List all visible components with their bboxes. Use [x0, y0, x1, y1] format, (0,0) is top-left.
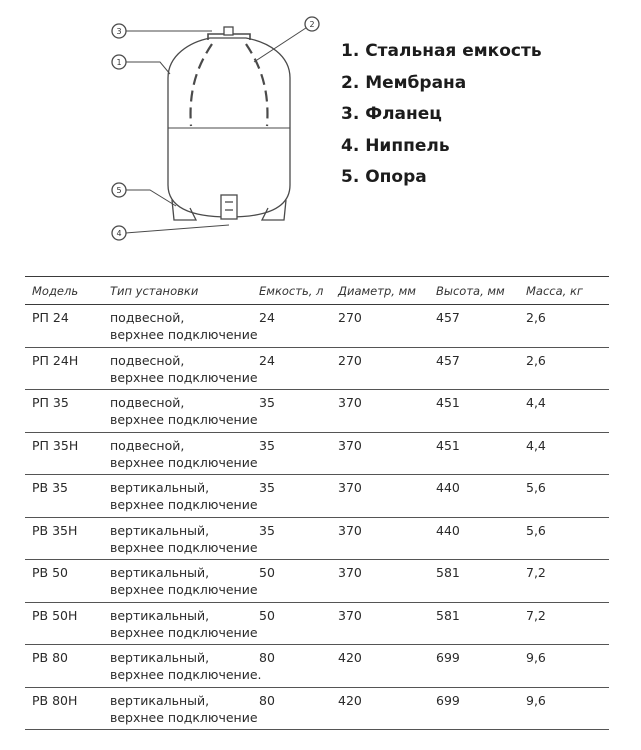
cell-mass: 5,6: [519, 475, 609, 518]
cell-type-line: верхнее подключение: [110, 327, 258, 342]
cell-model: РВ 80: [25, 645, 103, 688]
cell-type-line: подвесной,: [110, 395, 185, 410]
cell-diameter: 420: [331, 687, 429, 730]
cell-capacity: 50: [252, 602, 331, 645]
cell-type: [103, 347, 258, 390]
cell-type-line: верхнее подключение.: [110, 667, 262, 682]
cell-type-line: вертикальный,: [110, 692, 210, 708]
cell-type-line: верхнее подключение: [110, 582, 258, 597]
cell-type-line: вертикальный,: [110, 565, 210, 580]
header-capacity: Емкость, л: [252, 277, 331, 305]
callout-2-label: 2: [309, 20, 315, 29]
header-height: Высота, мм: [429, 277, 519, 305]
table-row: [25, 432, 609, 475]
table-row: [25, 305, 609, 348]
cell-capacity: 24: [252, 305, 331, 348]
cell-height: 581: [429, 560, 519, 603]
cell-mass: 4,4: [519, 432, 609, 475]
cell-type-line: верхнее подключение: [110, 624, 258, 640]
cell-type-line: верхнее подключение: [110, 539, 258, 555]
cell-type-line: верхнее подключение: [110, 412, 258, 427]
cell-type-line: подвесной,: [110, 437, 185, 453]
cell-capacity: 80: [252, 687, 331, 730]
cell-model: РВ 50Н: [25, 602, 103, 645]
cell-model: РП 24Н: [25, 347, 103, 390]
cell-type: [103, 687, 258, 730]
cell-capacity: 35: [252, 390, 331, 433]
membrane: [191, 44, 268, 126]
flange-bolt: [224, 27, 233, 35]
table-row: [25, 390, 609, 433]
cell-model: РП 35Н: [25, 432, 103, 475]
header-diameter: Диаметр, мм: [331, 277, 429, 305]
cell-model: РВ 50: [25, 560, 103, 603]
cell-capacity: 35: [252, 432, 331, 475]
cell-mass: 2,6: [519, 305, 609, 348]
expansion-tank-diagram: [100, 10, 325, 245]
table-row: [25, 475, 609, 518]
cell-height: 699: [429, 645, 519, 688]
cell-capacity: 24: [252, 347, 331, 390]
cell-model: РП 24: [25, 305, 103, 348]
table-row: [25, 602, 609, 645]
header-model: Модель: [25, 277, 103, 305]
cell-mass: 9,6: [519, 687, 609, 730]
cell-model: РП 35: [25, 390, 103, 433]
cell-type-line: подвесной,: [110, 352, 185, 368]
cell-height: 440: [429, 475, 519, 518]
cell-mass: 9,6: [519, 645, 609, 688]
callout-5-label: 5: [116, 186, 122, 195]
legend-item: 2. Мембрана: [341, 72, 467, 93]
cell-diameter: 370: [331, 560, 429, 603]
legend-item: 4. Ниппель: [341, 135, 450, 156]
table-row: [25, 517, 609, 560]
table-row: [25, 687, 609, 730]
cell-type: [103, 517, 258, 560]
cell-capacity: 50: [252, 560, 331, 603]
table-header-row: [25, 277, 609, 305]
cell-diameter: 370: [331, 602, 429, 645]
cell-diameter: 420: [331, 645, 429, 688]
cell-model: РВ 35: [25, 475, 103, 518]
cell-type: [103, 645, 262, 688]
cell-type: [103, 475, 258, 518]
cell-type: [103, 602, 258, 645]
nipple: [221, 195, 237, 219]
cell-type-line: подвесной,: [110, 310, 185, 325]
cell-type-line: верхнее подключение: [110, 497, 258, 512]
cell-diameter: 370: [331, 475, 429, 518]
cell-height: 457: [429, 347, 519, 390]
legend-item: 1. Стальная емкость: [341, 41, 542, 61]
cell-diameter: 370: [331, 517, 429, 560]
cell-type: [103, 305, 258, 348]
cell-mass: 7,2: [519, 560, 609, 603]
cell-mass: 7,2: [519, 602, 609, 645]
cell-model: РВ 80Н: [25, 687, 103, 730]
cell-mass: 4,4: [519, 390, 609, 433]
cell-type: [103, 432, 258, 475]
cell-type-line: верхнее подключение: [110, 369, 258, 385]
cell-height: 451: [429, 390, 519, 433]
header-type: Тип установки: [103, 277, 252, 305]
cell-type-line: вертикальный,: [110, 522, 210, 538]
cell-capacity: 80: [252, 645, 331, 688]
table-row: [25, 560, 609, 603]
cell-capacity: 35: [252, 475, 331, 518]
cell-height: 699: [429, 687, 519, 730]
cell-mass: 2,6: [519, 347, 609, 390]
cell-type: [103, 560, 258, 603]
table-row: [25, 645, 609, 688]
cell-diameter: 370: [331, 390, 429, 433]
cell-type-line: верхнее подключение: [110, 709, 258, 725]
header-mass: Масса, кг: [519, 277, 609, 305]
callout-4-label: 4: [116, 229, 122, 238]
cell-height: 581: [429, 602, 519, 645]
cell-height: 457: [429, 305, 519, 348]
cell-type-line: вертикальный,: [110, 480, 210, 495]
cell-model: РВ 35Н: [25, 517, 103, 560]
cell-type-line: верхнее подключение: [110, 454, 258, 470]
specifications-table: [25, 276, 609, 730]
callout-1-label: 1: [116, 58, 122, 67]
cell-height: 440: [429, 517, 519, 560]
legend-item: 3. Фланец: [341, 104, 442, 124]
diagram-legend: [341, 36, 542, 194]
cell-diameter: 270: [331, 347, 429, 390]
cell-mass: 5,6: [519, 517, 609, 560]
cell-type-line: вертикальный,: [110, 650, 210, 665]
cell-diameter: 370: [331, 432, 429, 475]
cell-height: 451: [429, 432, 519, 475]
cell-type: [103, 390, 258, 433]
cell-diameter: 270: [331, 305, 429, 348]
cell-type-line: вертикальный,: [110, 607, 210, 623]
legend-item: 5. Опора: [341, 167, 427, 187]
cell-capacity: 35: [252, 517, 331, 560]
table-row: [25, 347, 609, 390]
callout-3-label: 3: [116, 27, 122, 36]
